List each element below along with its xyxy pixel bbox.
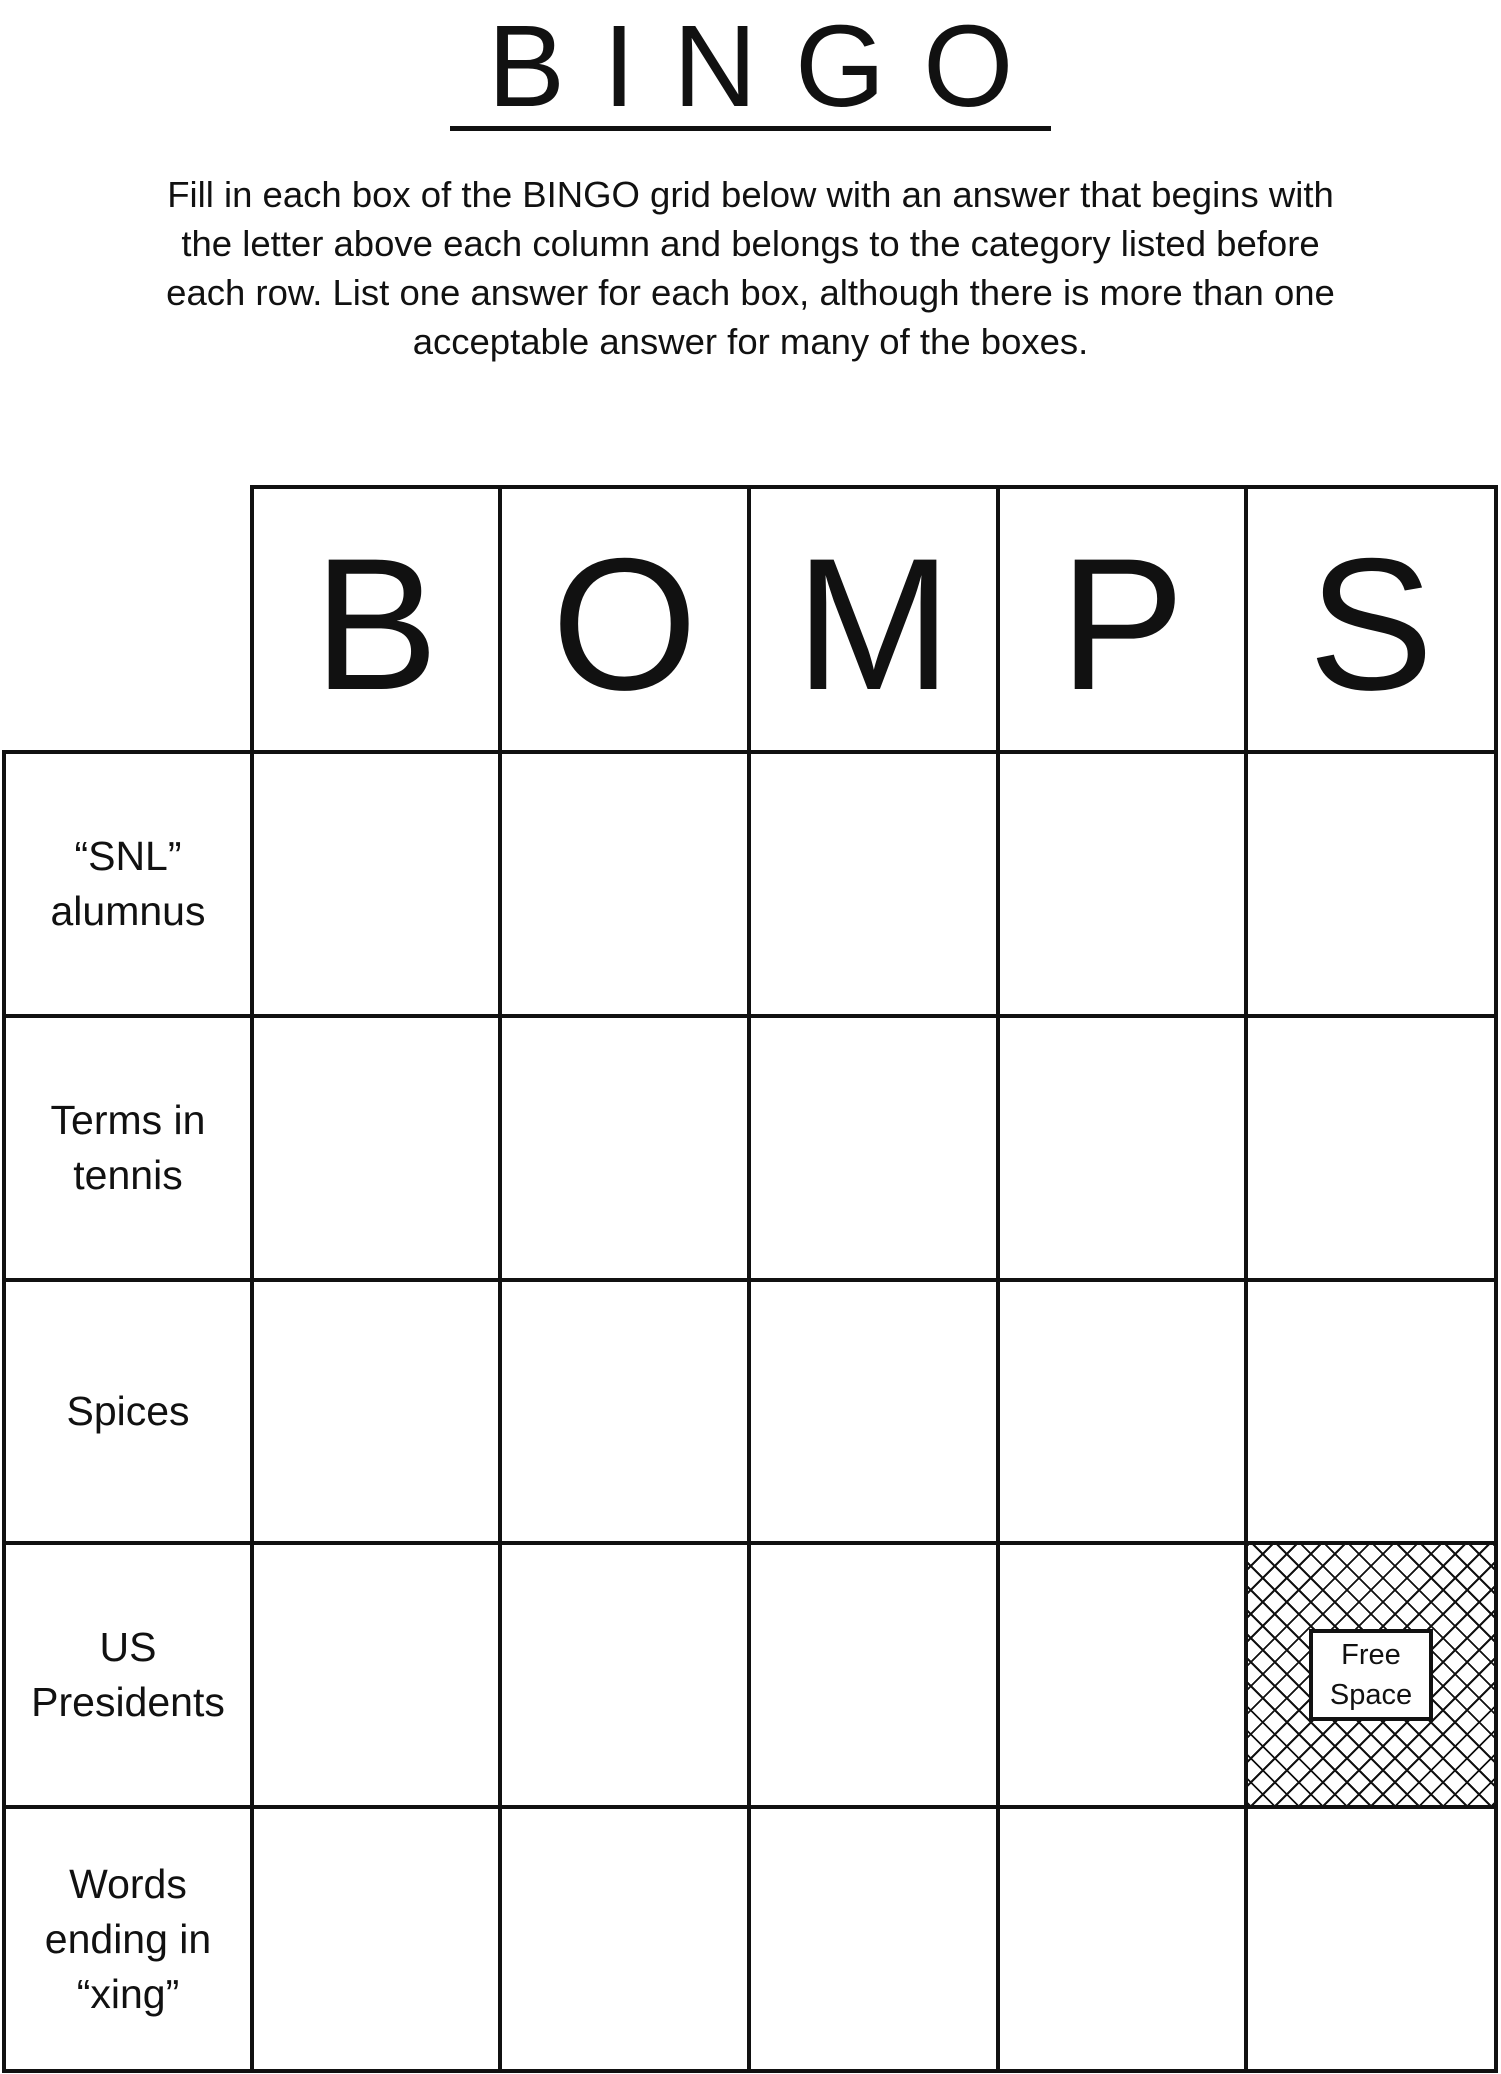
answer-box[interactable] xyxy=(996,1541,1248,1809)
row-category-line: “xing” xyxy=(76,1970,180,2017)
row-label-cell xyxy=(2,1014,254,1282)
column-header-p xyxy=(996,485,1248,754)
row-label-cell xyxy=(2,1805,254,2073)
answer-box[interactable] xyxy=(996,750,1248,1018)
answer-box[interactable] xyxy=(1244,1805,1498,2073)
column-header-b xyxy=(250,485,502,754)
column-letter: S xyxy=(1308,518,1434,729)
row-label-cell xyxy=(2,750,254,1018)
free-space-line: Free xyxy=(1341,1639,1401,1671)
answer-box[interactable] xyxy=(1244,1014,1498,1282)
answer-box[interactable] xyxy=(250,1278,502,1545)
column-letter: O xyxy=(551,518,698,729)
column-letter: P xyxy=(1059,518,1185,729)
answer-box[interactable] xyxy=(747,1541,1000,1809)
row-category-label xyxy=(66,1384,189,1439)
answer-box[interactable] xyxy=(250,1805,502,2073)
answer-box[interactable] xyxy=(498,1278,751,1545)
bingo-title: BINGO xyxy=(450,10,1052,131)
row-category-line: US xyxy=(99,1624,157,1670)
row-label-cell xyxy=(2,1278,254,1545)
answer-box[interactable] xyxy=(250,750,502,1018)
answer-box[interactable] xyxy=(747,750,1000,1018)
row-category-label xyxy=(31,1620,225,1730)
answer-box[interactable] xyxy=(996,1805,1248,2073)
free-space-label xyxy=(1309,1629,1433,1721)
answer-box[interactable] xyxy=(498,1805,751,2073)
answer-box[interactable] xyxy=(498,1014,751,1282)
row-category-line: ending in xyxy=(44,1915,212,1962)
row-category-line: Presidents xyxy=(31,1679,225,1725)
row-category-line: Words xyxy=(69,1860,187,1907)
column-header-s xyxy=(1244,485,1498,754)
row-category-label xyxy=(45,1857,211,2022)
column-letter: B xyxy=(313,518,439,729)
answer-box[interactable] xyxy=(1244,1278,1498,1545)
answer-box[interactable] xyxy=(747,1278,1000,1545)
answer-box[interactable] xyxy=(747,1014,1000,1282)
answer-box[interactable] xyxy=(250,1014,502,1282)
row-category-line: Terms in xyxy=(50,1097,206,1143)
answer-box[interactable] xyxy=(498,750,751,1018)
row-category-line: “SNL” xyxy=(74,833,182,879)
row-category-label xyxy=(51,1093,206,1203)
column-header-o xyxy=(498,485,751,754)
column-header-m xyxy=(747,485,1000,754)
answer-box[interactable] xyxy=(996,1014,1248,1282)
answer-box[interactable] xyxy=(498,1541,751,1809)
row-category-line: Spices xyxy=(66,1388,190,1434)
answer-box[interactable] xyxy=(996,1278,1248,1545)
free-space-cell xyxy=(1244,1541,1498,1809)
answer-box[interactable] xyxy=(1244,750,1498,1018)
column-letter: M xyxy=(795,518,952,729)
answer-box[interactable] xyxy=(747,1805,1000,2073)
instructions-text: Fill in each box of the BINGO grid below with an answer that begins with the letter above each column and belongs to the category listed before each row. List one answer for each box, although there is more than one acceptable answer for many of the boxes. xyxy=(166,174,1335,362)
free-space-line: Space xyxy=(1329,1679,1413,1711)
row-category-line: tennis xyxy=(73,1152,183,1198)
row-category-line: alumnus xyxy=(50,888,206,934)
answer-box[interactable] xyxy=(250,1541,502,1809)
row-label-cell xyxy=(2,1541,254,1809)
row-category-label xyxy=(51,829,206,939)
